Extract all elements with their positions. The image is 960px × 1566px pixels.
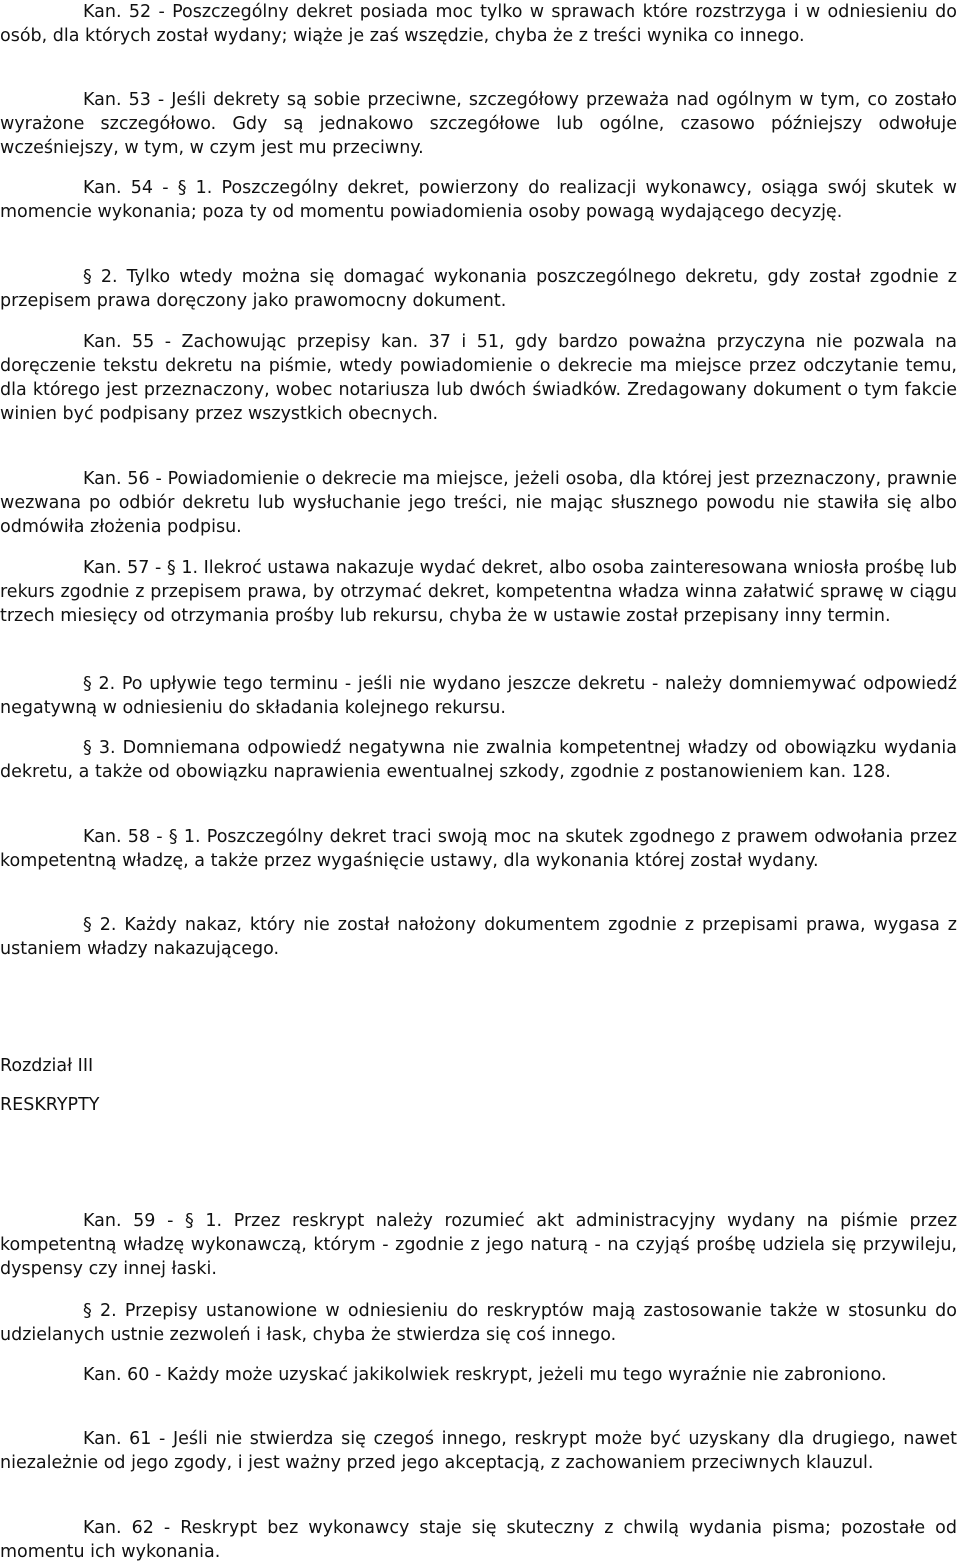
canon-62-paragraph: Kan. 62 - Reskrypt bez wykonawcy staje się skuteczny z chwilą wydania pisma; pozostałe od momentu ich wykonania. [0,1518,957,1562]
canon-59-2-paragraph: § 2. Przepisy ustanowione w odniesieniu do reskryptów mają zastosowanie także w stosunku do udzielanych ustnie zezwoleń i łask, chyba że stwierdza się coś innego. [0,1301,957,1345]
canon-56-paragraph: Kan. 56 - Powiadomienie o dekrecie ma miejsce, jeżeli osoba, dla której jest przeznaczony, prawnie wezwana po odbiór dekretu lub wysłuchanie jego treści, nie mając słusznego powodu nie stawiła się albo odmówiła złożenia podpisu. [0,469,957,537]
canon-60-paragraph: Kan. 60 - Każdy może uzyskać jakikolwiek reskrypt, jeżeli mu tego wyraźnie nie zabroniono. [83,1365,887,1385]
canon-59-1-paragraph: Kan. 59 - § 1. Przez reskrypt należy rozumieć akt administracyjny wydany na piśmie przez kompetentną władzę wykonawczą, którym - zgodnie z jego naturą - na czyjąś prośbę udziela się przywileju, dyspensy czy innej łaski. [0,1211,957,1279]
canon-58-1-paragraph: Kan. 58 - § 1. Poszczególny dekret traci swoją moc na skutek zgodnego z prawem odwołania przez kompetentną władzę, a także przez wygaśnięcie ustawy, dla wykonania której został wydany. [0,827,957,871]
canon-57-3-paragraph: § 3. Domniemana odpowiedź negatywna nie zwalnia kompetentnej władzy od obowiązku wydania dekretu, a także od obowiązku naprawienia ewentualnej szkody, zgodnie z postanowieniem kan. 128. [0,738,957,782]
canon-58-2-paragraph: § 2. Każdy nakaz, który nie został nałożony dokumentem zgodnie z przepisami prawa, wygasa z ustaniem władzy nakazującego. [0,915,957,959]
chapter-title: RESKRYPTY [0,1095,100,1115]
canon-55-paragraph: Kan. 55 - Zachowując przepisy kan. 37 i 51, gdy bardzo poważna przyczyna nie pozwala na doręczenie tekstu dekretu na piśmie, wtedy powiadomienie o dekrecie ma miejsce przez odczytanie temu, dla którego jest przeznaczony, wobec notariusza lub dwóch świadków. Zredagowany dokument o tym fakcie winien być podpisany przez wszystkich obecnych. [0,332,957,424]
canon-54-1-paragraph: Kan. 54 - § 1. Poszczególny dekret, powierzony do realizacji wykonawcy, osiąga swój skutek w momencie wykonania; poza ty od momentu powiadomienia osoby powagą wydającego decyzję. [0,178,957,222]
chapter-number: Rozdział III [0,1056,94,1076]
canon-53-paragraph: Kan. 53 - Jeśli dekrety są sobie przeciwne, szczegółowy przeważa nad ogólnym w tym, co zostało wyrażone szczegółowo. Gdy są jednakowo szczegółowe lub ogólne, czasowo późniejszy odwołuje wcześniejszy, w tym, w czym jest mu przeciwny. [0,90,957,158]
canon-61-paragraph: Kan. 61 - Jeśli nie stwierdza się czegoś innego, reskrypt może być uzyskany dla drugiego, nawet niezależnie od jego zgody, i jest ważny przed jego akceptacją, z zachowaniem przeciwnych klauzul. [0,1429,957,1473]
canon-57-2-paragraph: § 2. Po upływie tego terminu - jeśli nie wydano jeszcze dekretu - należy domniemywać odpowiedź negatywną w odniesieniu do składania kolejnego rekursu. [0,674,957,718]
canon-54-2-paragraph: § 2. Tylko wtedy można się domagać wykonania poszczególnego dekretu, gdy został zgodnie z przepisem prawa doręczony jako prawomocny dokument. [0,267,957,311]
canon-52-paragraph: Kan. 52 - Poszczególny dekret posiada moc tylko w sprawach które rozstrzyga i w odniesieniu do osób, dla których został wydany; wiąże je zaś wszędzie, chyba że z treści wynika co innego. [0,2,957,46]
canon-57-1-paragraph: Kan. 57 - § 1. Ilekroć ustawa nakazuje wydać dekret, albo osoba zainteresowana wniosła prośbę lub rekurs zgodnie z przepisem prawa, by otrzymać dekret, kompetentna władza winna załatwić sprawę w ciągu trzech miesięcy od otrzymania prośby lub rekursu, chyba że w ustawie został przepisany inny termin. [0,558,957,626]
